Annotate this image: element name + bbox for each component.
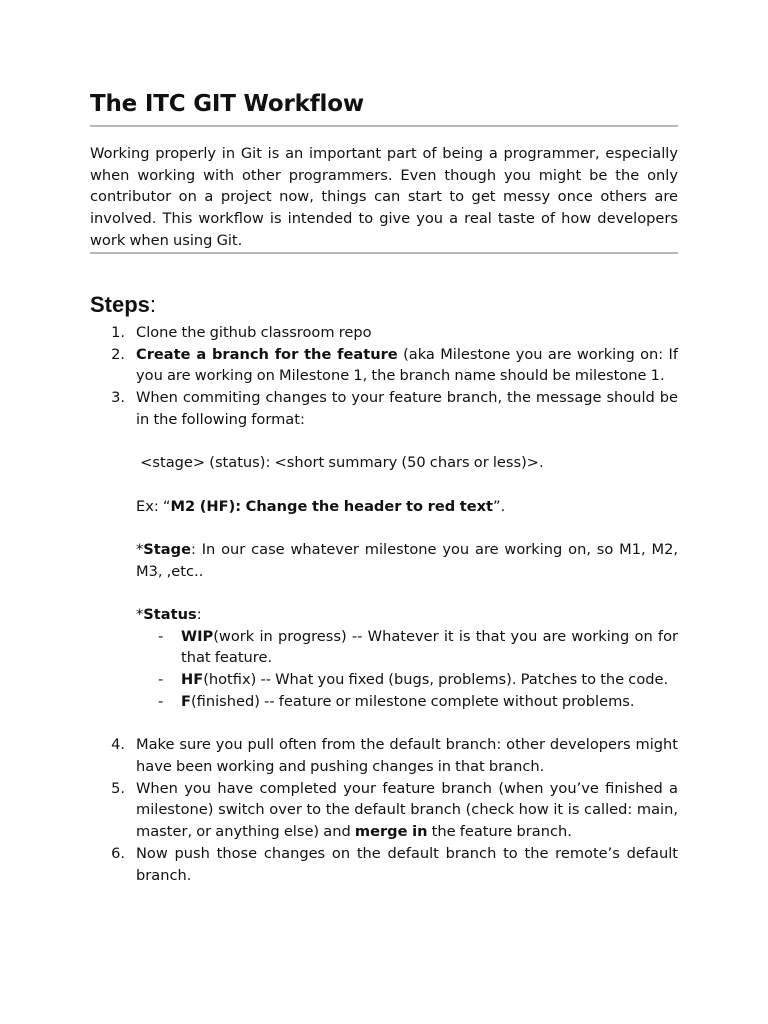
commit-format: <stage> (status): <short summary (50 chars or less)>. bbox=[136, 454, 544, 472]
step-number: 5. bbox=[111, 779, 125, 797]
step-text-end: the feature branch. bbox=[427, 823, 572, 841]
step-text: Clone the github classroom repo bbox=[136, 324, 372, 341]
status-colon: : bbox=[196, 606, 202, 624]
intro-paragraph: Working properly in Git is an important part of being a programmer, especially when working with other programmers. Even though you might be the only contributor on a project now, things can start to get messy once others are involved. This workflow is intended to give you a real taste of how developers work when using Git. bbox=[90, 145, 678, 249]
page-title: The ITC GIT Workflow bbox=[90, 91, 364, 117]
bullet-dash: - bbox=[158, 627, 164, 645]
status-star: * bbox=[136, 606, 144, 624]
bullet-dash: - bbox=[158, 692, 164, 710]
step-text: Now push those changes on the default branch to the remote’s default branch. bbox=[136, 844, 678, 884]
status-code: F bbox=[181, 692, 191, 710]
steps-heading-text: Steps bbox=[90, 292, 150, 317]
step-number: 6. bbox=[111, 844, 125, 862]
step-text: When you have completed your feature branch (when you’ve finished a milestone) switch over to the default branch (check how it is called: main, master, or anything else) and bbox=[136, 779, 678, 841]
status-description: (work in progress) -- Whatever it is that you are working on for that feature. bbox=[181, 627, 678, 667]
step-number: 4. bbox=[111, 736, 125, 754]
stage-star: * bbox=[136, 540, 144, 558]
stage-label: Stage bbox=[143, 540, 191, 558]
step-1 bbox=[90, 322, 678, 344]
status-item-f bbox=[136, 691, 678, 713]
steps-list bbox=[90, 322, 678, 886]
step-number: 1. bbox=[111, 324, 125, 341]
status-item-hf bbox=[136, 669, 678, 691]
steps-heading-colon: : bbox=[149, 292, 157, 317]
example-message: M2 (HF): Change the header to red text bbox=[170, 497, 494, 515]
title-divider bbox=[90, 125, 678, 127]
stage-description: : In our case whatever milestone you are working on, so M1, M2, M3, ,etc.. bbox=[136, 540, 678, 580]
step-3 bbox=[90, 387, 678, 734]
status-item-wip bbox=[136, 626, 678, 669]
steps-heading bbox=[90, 292, 156, 318]
commit-example bbox=[136, 496, 678, 518]
status-description: (finished) -- feature or milestone complete without problems. bbox=[190, 692, 635, 710]
step-bold-text: Create a branch for the feature bbox=[136, 345, 398, 363]
step-text: (aka Milestone you are working on: If you are working on Milestone 1, the branch name should be milestone 1. bbox=[136, 345, 678, 385]
status-note bbox=[136, 604, 678, 626]
example-suffix: ”. bbox=[493, 497, 506, 515]
step-number: 2. bbox=[111, 345, 125, 363]
status-label: Status bbox=[143, 606, 197, 624]
stage-note bbox=[136, 539, 678, 582]
step-number: 3. bbox=[111, 389, 125, 407]
status-code: HF bbox=[181, 671, 204, 689]
step-6 bbox=[90, 843, 678, 886]
step-text: When commiting changes to your feature branch, the message should be in the following format: bbox=[136, 389, 678, 428]
step-text: Make sure you pull often from the default branch: other developers might have been working and pushing changes in that branch. bbox=[136, 736, 678, 775]
example-prefix: Ex: “ bbox=[136, 497, 171, 515]
step-5 bbox=[90, 778, 678, 843]
step-2 bbox=[90, 344, 678, 387]
step-bold-text: merge in bbox=[354, 823, 428, 841]
bullet-dash: - bbox=[158, 671, 164, 689]
status-description: (hotfix) -- What you fixed (bugs, problems). Patches to the code. bbox=[203, 671, 669, 689]
step-4 bbox=[90, 734, 678, 777]
intro-divider bbox=[90, 252, 678, 254]
status-code: WIP bbox=[181, 627, 214, 645]
